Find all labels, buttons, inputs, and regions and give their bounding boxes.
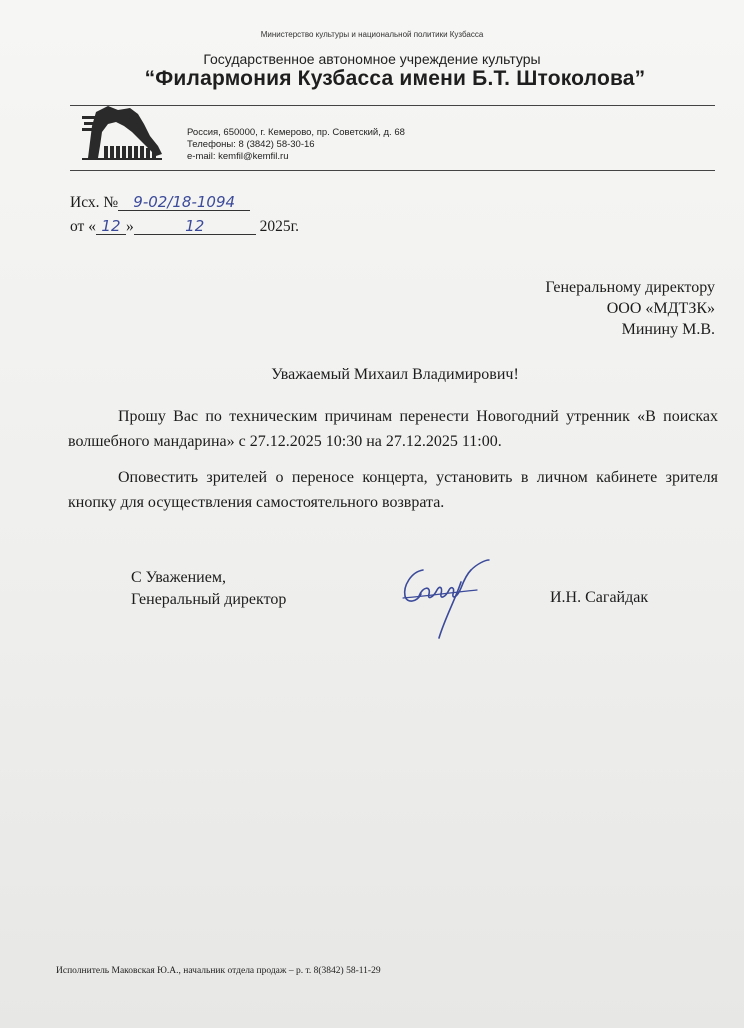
institution-type: Государственное автономное учреждение культуры <box>203 51 541 67</box>
closing-regards: С Уважением, <box>131 569 226 586</box>
date-day: 12 <box>96 218 126 235</box>
outgoing-date-line <box>70 215 299 239</box>
signer-name: И.Н. Сагайдак <box>550 589 649 606</box>
handwritten-signature <box>397 552 507 642</box>
date-month: 12 <box>134 218 256 235</box>
date-open: от « <box>70 218 96 235</box>
outgoing-number-value: 9-02/18-1094 <box>118 194 250 211</box>
body-paragraph: Прошу Вас по техническим причинам перенести Новогодний утренник «В поисках волшебного мандарина» с 27.12.2025 10:30 на 27.12.2025 11:00. <box>68 408 718 450</box>
outgoing-number-block <box>70 191 299 239</box>
closing-block <box>131 567 286 611</box>
addressee-position: Генеральному директору <box>545 279 715 296</box>
body-paragraph: Оповестить зрителей о переносе концерта, установить в личном кабинете зрителя кнопку для осуществления самостоятельного возврата. <box>68 469 718 511</box>
organization-name: “Филармония Кузбасса имени Б.Т. Штоколова” <box>144 67 646 90</box>
outgoing-number-line <box>70 191 299 215</box>
letter-body <box>68 404 718 515</box>
addressee-block <box>545 277 715 340</box>
outgoing-number-label: Исх. № <box>70 194 119 211</box>
addressee-company: ООО «МДТЗК» <box>606 300 715 317</box>
salutation: Уважаемый Михаил Владимирович! <box>271 366 519 383</box>
date-year: 2025г. <box>259 218 300 235</box>
addressee-name: Минину М.В. <box>621 321 715 338</box>
email-line: e-mail: kemfil@kemfil.ru <box>187 151 289 162</box>
closing-position: Генеральный директор <box>131 591 287 608</box>
executor-note: Исполнитель Маковская Ю.А., начальник отдела продаж – р. т. 8(3842) 58-11-29 <box>56 966 381 976</box>
ministry-line: Министерство культуры и национальной политики Кузбасса <box>260 30 484 39</box>
date-close: » <box>125 218 134 235</box>
contact-block <box>187 127 405 163</box>
phone-line: Телефоны: 8 (3842) 58-30-16 <box>187 139 315 150</box>
address-line: Россия, 650000, г. Кемерово, пр. Советский, д. 68 <box>187 127 405 138</box>
header-divider-bottom <box>70 170 715 171</box>
philharmonic-logo-icon <box>78 102 168 164</box>
